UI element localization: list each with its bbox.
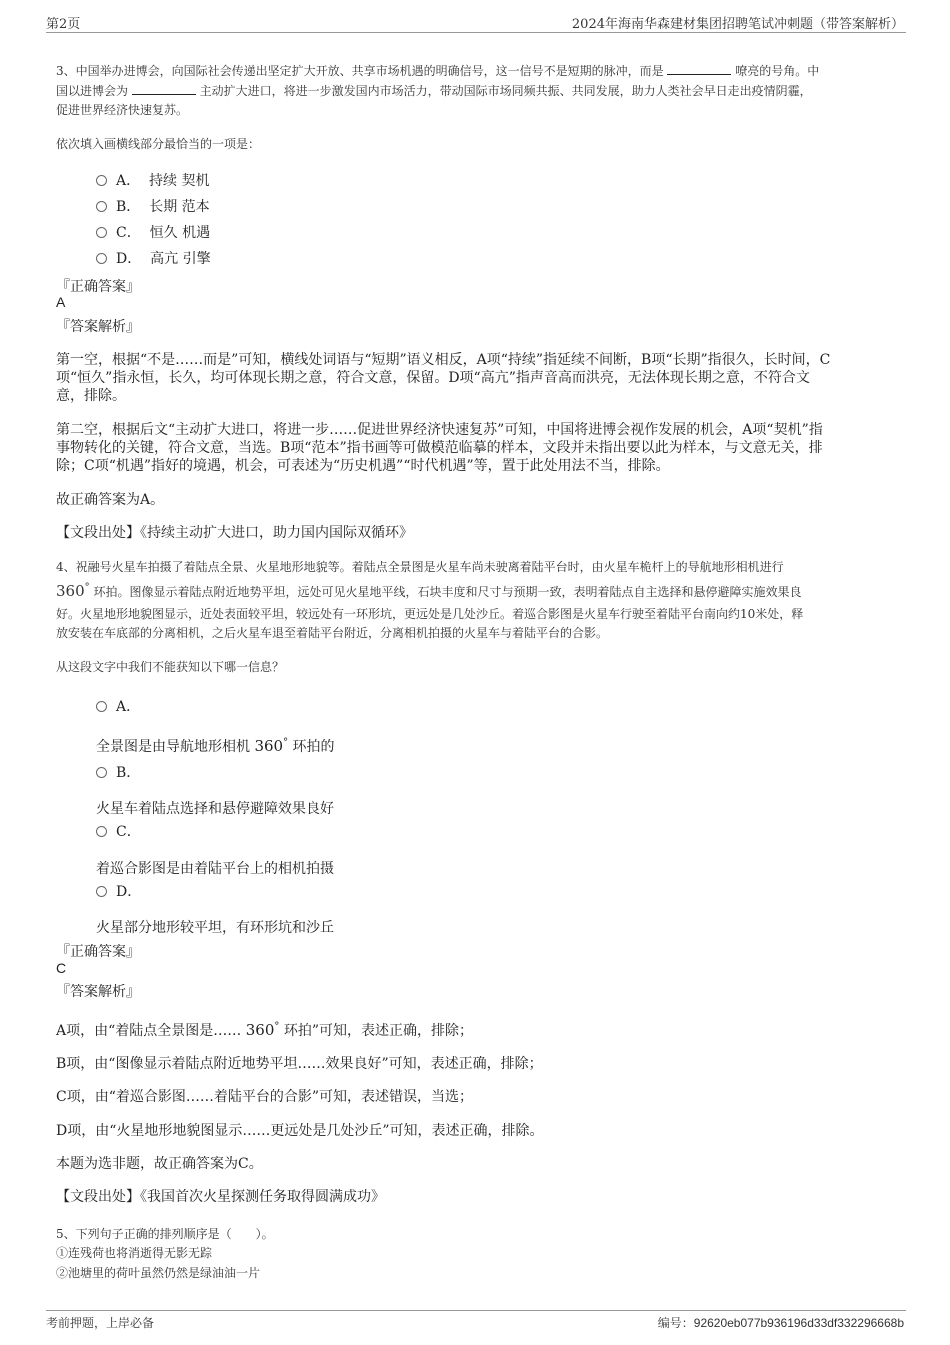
q3-stem-text-4: 主动扩大进口，将进一步激发国内市场活力，带动国际市场同频共振、共同发展，助力人类社会早日走出疫情阴霾， <box>199 84 812 98</box>
q4-stem-line1: 4、祝融号火星车拍摄了着陆点全景、火星地形地貌等。着陆点全景图是火星车尚未驶离着陆平台时，由火星车桅杆上的导航地形相机进行 <box>56 560 784 574</box>
q4-analysis-label: 『答案解析』 <box>56 984 140 1000</box>
q3-prompt: 依次填入画横线部分最恰当的一项是： <box>56 137 261 151</box>
q4-analysis-b: B项，由“图像显示着陆点附近地势平坦……效果良好”可知，表述正确，排除； <box>56 1056 543 1072</box>
radio-icon[interactable] <box>96 826 107 837</box>
q4-option-d-text: 火星部分地形较平坦，有环形坑和沙丘 <box>96 920 334 936</box>
q3-analysis-p2-l3: 除；C项“机遇”指好的境遇，机会，可表述为“历史机遇”“时代机遇”等，置于此处用法不当，排除。 <box>56 458 670 474</box>
analysis-text: A项，由“着陆点全景图是…… <box>56 1023 242 1039</box>
q4-stem-line4: 放安装在车底部的分离相机，之后火星车退至着陆平台附近，分离相机拍摄的火星车与着陆平台的合影。 <box>56 626 609 640</box>
option-text: 高亢 引擎 <box>150 251 211 267</box>
option-text: 恒久 机遇 <box>149 225 211 241</box>
degree-value: 360 <box>56 582 85 600</box>
footer-divider <box>46 1310 906 1311</box>
q4-source: 【文段出处】《我国首次火星探测任务取得圆满成功》 <box>56 1189 385 1205</box>
q3-blank-2 <box>132 82 196 95</box>
footer-code-label: 编号： <box>657 1316 694 1330</box>
header-divider <box>46 32 906 33</box>
q4-option-c[interactable] <box>96 821 141 841</box>
page-number: 第2页 <box>46 17 81 32</box>
q3-source: 【文段出处】《持续主动扩大进口，助力国内国际双循环》 <box>56 525 413 541</box>
option-letter: B． <box>116 199 141 215</box>
option-text: 长期 范本 <box>149 199 210 215</box>
option-text: 全景图是由导航地形相机 <box>96 739 250 755</box>
q4-analysis-c: C项，由“着巡合影图……着陆平台的合影”可知，表述错误，当选； <box>56 1089 474 1105</box>
q4-stem-line2 <box>56 577 801 603</box>
q4-answer-label: 『正确答案』 <box>56 944 140 960</box>
q3-analysis-p1-l3: 意，排除。 <box>56 388 126 404</box>
q3-analysis-p1-l1: 第一空，根据“不是……而是”可知，横线处词语与“短期”语义相反，A项“持续”指延续不间断，B项“长期”指很久，长时间，C <box>56 352 831 368</box>
degree-expression <box>246 1021 280 1039</box>
degree-expression <box>254 737 288 755</box>
q4-option-d[interactable] <box>96 881 141 901</box>
option-text: 环拍的 <box>292 739 335 755</box>
q4-conclusion: 本题为选非题，故正确答案为C。 <box>56 1156 263 1172</box>
q4-answer: C <box>56 960 67 976</box>
document-title: 2024年海南华森建材集团招聘笔试冲刺题（带答案解析） <box>571 17 904 32</box>
q4-stem-text-2: 环拍。图像显示着陆点附近地势平坦，远处可见火星地平线，石块丰度和尺寸与预期一致，表明着陆点自主选择和悬停避障实施效果良 <box>93 585 802 599</box>
radio-icon[interactable] <box>96 253 107 264</box>
option-letter: D． <box>116 884 142 900</box>
degree-sign: ° <box>283 737 289 748</box>
q3-analysis-p1-l2: 项“恒久”指永恒，长久，均可体现长期之意，符合文意，保留。D项“高亢”指声音高而洪亮，无法体现长期之意，不符合文 <box>56 370 810 386</box>
q3-stem-line1 <box>56 60 819 82</box>
option-letter: A． <box>116 173 141 189</box>
degree-sign: ° <box>84 582 90 593</box>
q4-option-b[interactable] <box>96 762 140 782</box>
option-letter: C． <box>116 824 141 840</box>
q4-option-c-text: 着巡合影图是由着陆平台上的相机拍摄 <box>96 861 334 877</box>
footer-code-value: 92620eb077b936196d33df332296668b <box>693 1316 904 1330</box>
footer-code <box>658 1314 904 1331</box>
q5-item-2: ②池塘里的荷叶虽然仍然是绿油油一片 <box>56 1266 261 1280</box>
radio-icon[interactable] <box>96 701 107 712</box>
q3-option-b[interactable] <box>96 196 210 216</box>
q4-stem-line3: 好。火星地形地貌图显示，近处表面较平坦，较远处有一环形坑，更远处是几处沙丘。着巡合影图是火星车行驶至着陆平台南向约10米处，释 <box>56 607 804 621</box>
degree-value: 360 <box>245 1021 275 1039</box>
q3-blank-1 <box>667 62 731 75</box>
q3-stem-text-3: 国以进博会为 <box>56 84 129 98</box>
option-letter: A． <box>116 699 141 715</box>
degree-sign: ° <box>274 1021 280 1032</box>
q5-stem: 5、下列句子正确的排列顺序是（ ）。 <box>56 1227 274 1241</box>
q4-prompt: 从这段文字中我们不能获知以下哪一信息？ <box>56 660 285 674</box>
degree-expression <box>56 582 90 600</box>
q3-analysis-p2-l2: 事物转化的关键，符合文意，当选。B项“范本”指书画等可做模范临摹的样本，文段并未指出要以此为样本，与文意无关，排 <box>56 440 823 456</box>
option-letter: C． <box>116 225 141 241</box>
option-text: 持续 契机 <box>149 173 210 189</box>
radio-icon[interactable] <box>96 767 107 778</box>
q4-option-a-text <box>96 736 335 756</box>
q5-item-1: ①连残荷也将消逝得无影无踪 <box>56 1246 213 1260</box>
q3-analysis-label: 『答案解析』 <box>56 319 140 335</box>
radio-icon[interactable] <box>96 175 107 186</box>
q4-analysis-a <box>56 1016 473 1042</box>
option-letter: D． <box>116 251 142 267</box>
option-letter: B． <box>116 765 141 781</box>
radio-icon[interactable] <box>96 886 107 897</box>
radio-icon[interactable] <box>96 227 107 238</box>
footer-slogan: 考前押题，上岸必备 <box>46 1316 155 1330</box>
degree-value: 360 <box>254 737 284 755</box>
analysis-text: 环拍”可知，表述正确，排除； <box>283 1023 473 1039</box>
q3-stem-text-2: 嘹亮的号角。中 <box>735 64 820 78</box>
q4-analysis-d: D项，由“火星地形地貌图显示……更远处是几处沙丘”可知，表述正确，排除。 <box>56 1123 544 1139</box>
q3-stem-line3: 促进世界经济快速复苏。 <box>56 103 189 117</box>
q3-answer-label: 『正确答案』 <box>56 279 140 295</box>
q3-option-a[interactable] <box>96 170 209 190</box>
q4-option-b-text: 火星车着陆点选择和悬停避障效果良好 <box>96 801 334 817</box>
q3-conclusion: 故正确答案为A。 <box>56 492 165 508</box>
radio-icon[interactable] <box>96 201 107 212</box>
q3-answer: A <box>56 294 66 310</box>
q4-option-a[interactable] <box>96 696 140 716</box>
q3-option-d[interactable] <box>96 248 211 268</box>
q3-analysis-p2-l1: 第二空，根据后文“主动扩大进口，将进一步……促进世界经济快速复苏”可知，中国将进博会视作发展的机会，A项“契机”指 <box>56 422 823 438</box>
q3-option-c[interactable] <box>96 222 210 242</box>
q3-stem-text-1: 3、中国举办进博会，向国际社会传递出坚定扩大开放、共享市场机遇的明确信号，这一信号不是短期的脉冲，而是 <box>56 64 664 78</box>
